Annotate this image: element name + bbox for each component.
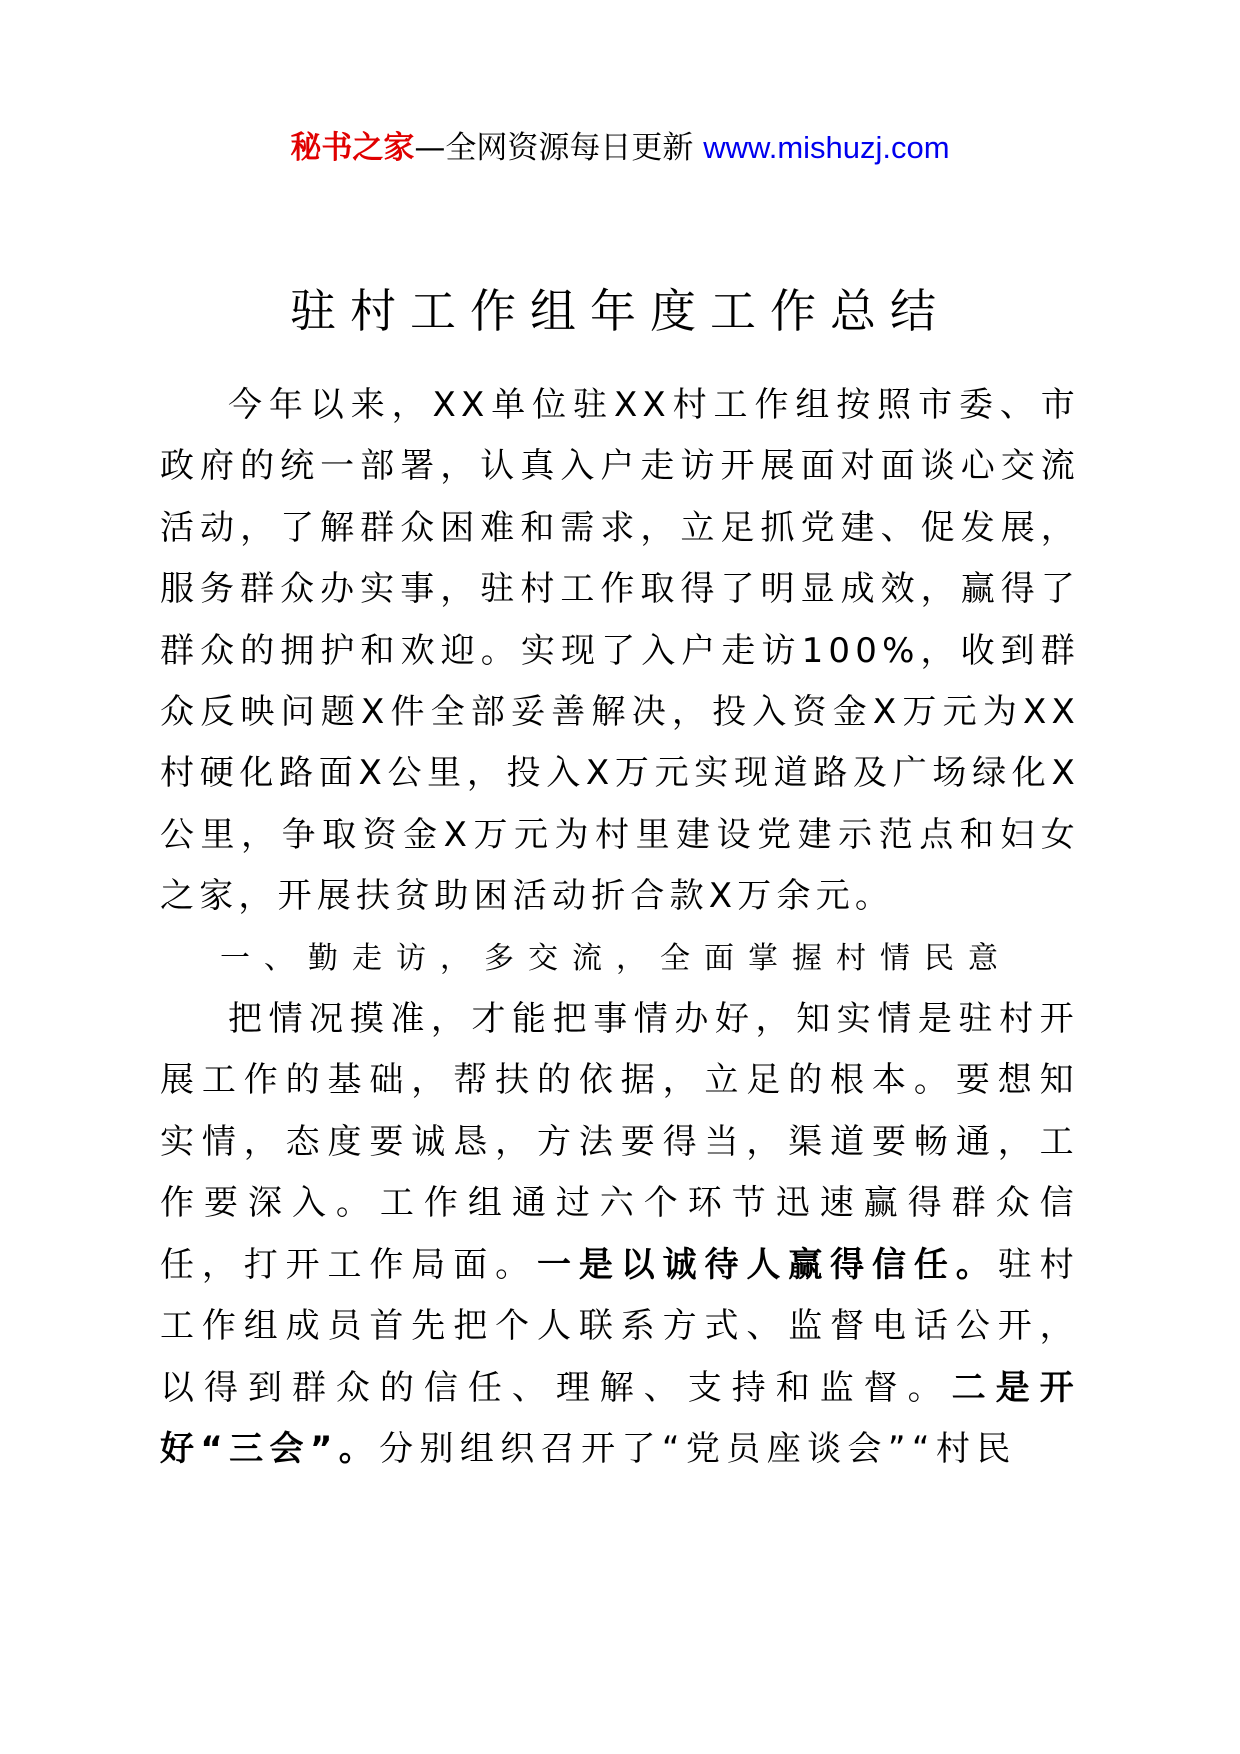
document-body bbox=[160, 375, 1080, 1480]
section-1-text-part-1: 把情况摸准，才能把事情办好，知实情是驻村开展工作的基础，帮扶的依据，立足的根本。要想知实情，态度要诚恳，方法要得当，渠道要畅通，工作要深入。工作组通过六个环节迅速赢得群众信任，打开工作局面。 bbox=[160, 999, 1080, 1285]
section-heading-1: 一、勤走访，多交流，全面掌握村情民意 bbox=[220, 940, 1012, 976]
intro-paragraph: 今年以来，XX单位驻XX村工作组按照市委、市政府的统一部署，认真入户走访开展面对面谈心交流活动，了解群众困难和需求，立足抓党建、促发展，服务群众办实事，驻村工作取得了明显成效，赢得了群众的拥护和欢迎。实现了入户走访100%，收到群众反映问题X件全部妥善解决，投入资金X万元为XX村硬化路面X公里，投入X万元实现道路及广场绿化X公里，争取资金X万元为村里建设党建示范点和妇女之家，开展扶贫助困活动折合款X万余元。 bbox=[160, 385, 1080, 917]
site-url-link[interactable]: www.mishuzj.com bbox=[703, 130, 950, 165]
section-1-text-part-3: 分别组织召开了“党员座谈会”“村民 bbox=[379, 1428, 1017, 1469]
section-1-bold-point-2: 二是开好“三会”。 bbox=[160, 1367, 1080, 1469]
site-header bbox=[0, 128, 1240, 168]
header-slogan: —全网资源每日更新 bbox=[414, 130, 694, 166]
document-title: 驻村工作组年度工作总结 bbox=[290, 283, 950, 338]
section-1-paragraph bbox=[160, 989, 1080, 1480]
section-1-bold-point-1: 一是以诚待人赢得信任。 bbox=[536, 1244, 998, 1285]
section-1-text-part-2: 驻村工作组成员首先把个人联系方式、监督电话公开，以得到群众的信任、理解、支持和监督。 bbox=[160, 1244, 1080, 1408]
brand-name[interactable]: 秘书之家 bbox=[290, 130, 415, 166]
